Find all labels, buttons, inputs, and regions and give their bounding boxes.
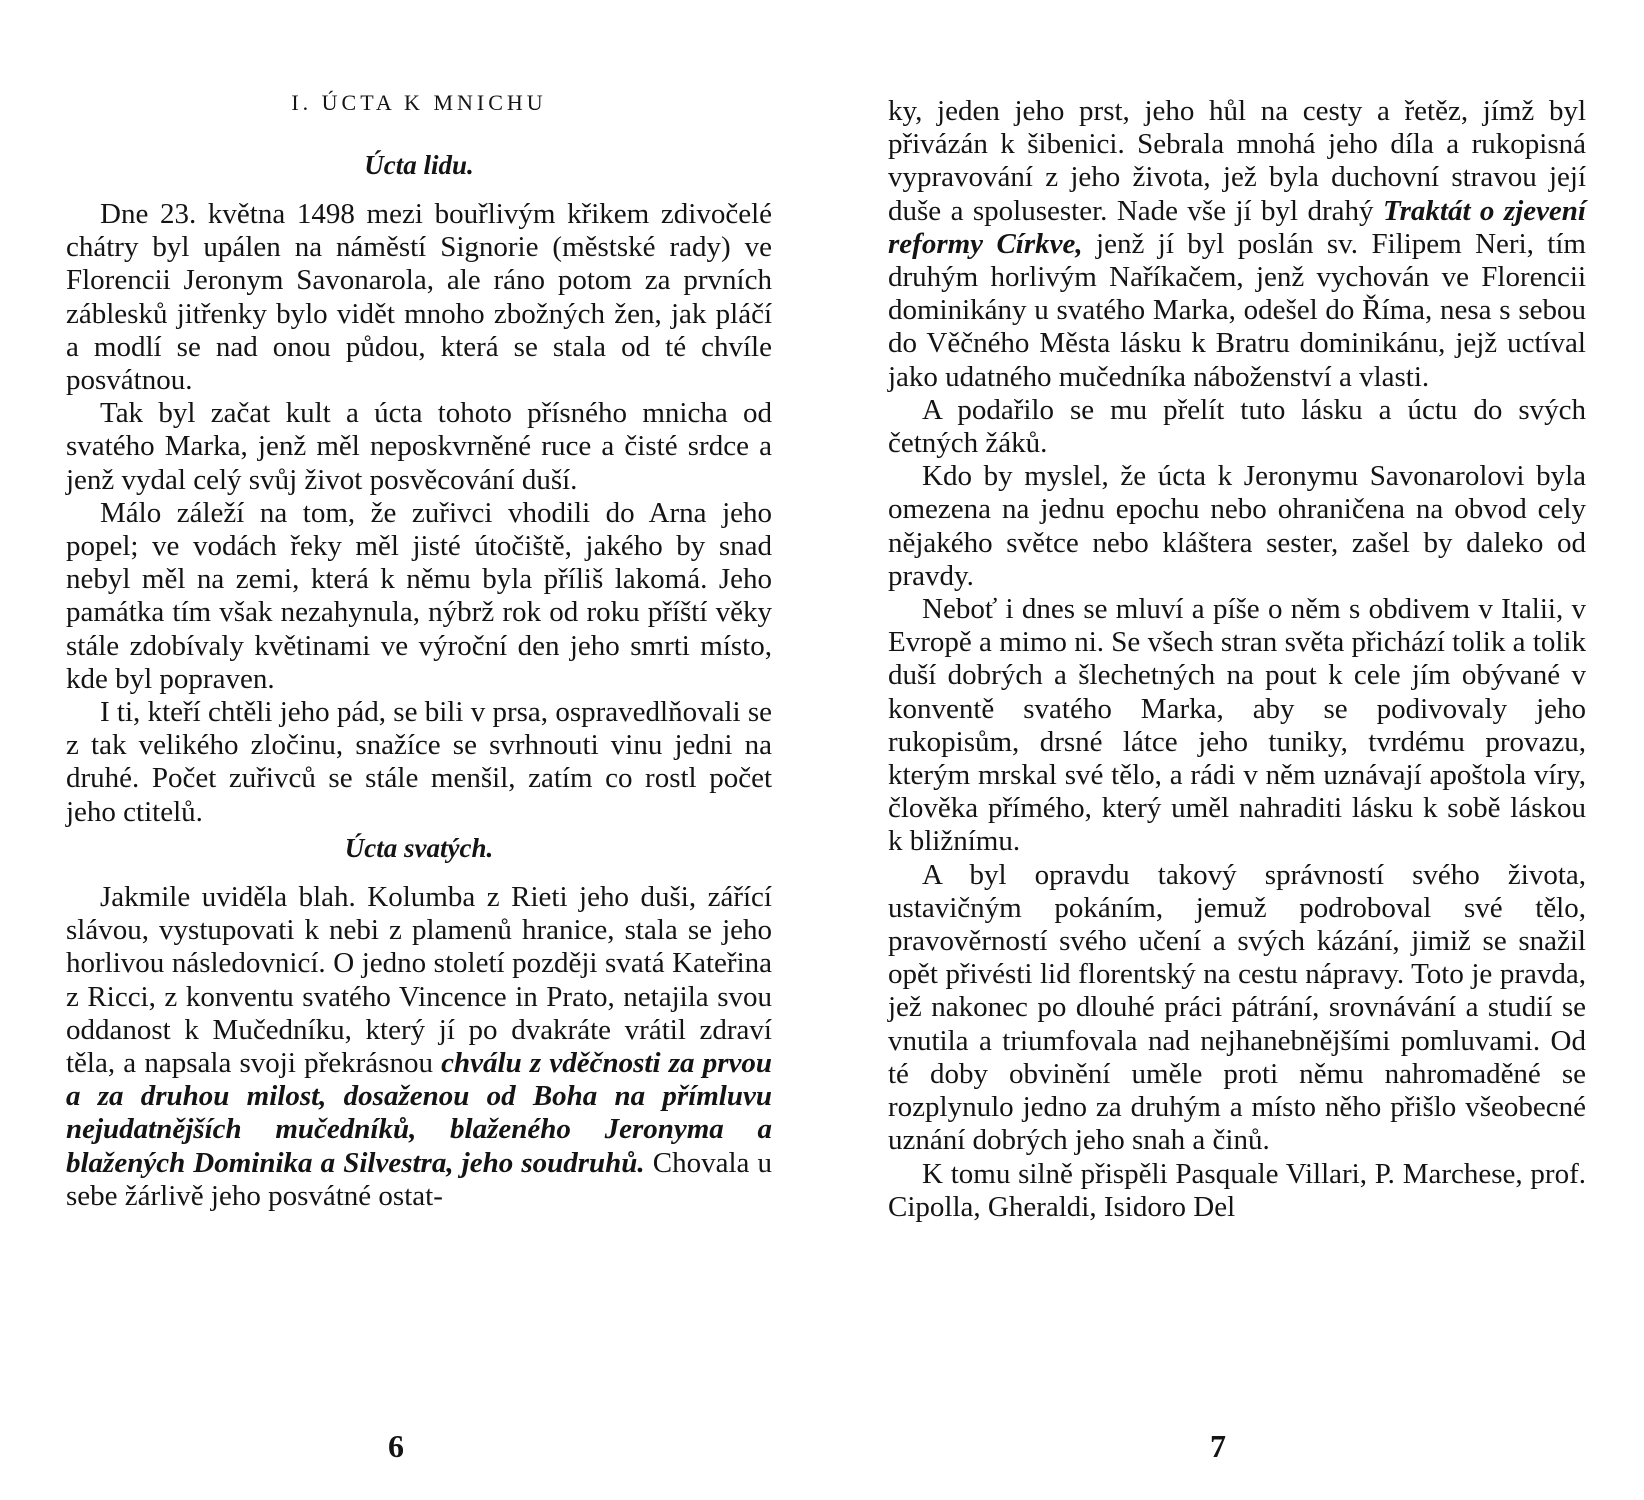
page-number: 6: [388, 1428, 404, 1464]
paragraph-text: jenž jí byl poslán sv. Filipem Neri, tím druhým horlivým Naříkačem, jenž vychován ve Florencii dominikány u svatého Marka, odešel do Říma, nesa s sebou do Věčného Města lásku k Bratru dominikánu, jejž uctíval jako udatného mučedníka náboženství a vlasti.: [888, 227, 1586, 393]
paragraph: A byl opravdu takový správností svého života, ustavičným pokáním, jemuž podroboval své tělo, pravověrností svého učení a svých kázání, jimiž se snažil opět přivésti lid florentský na cestu nápravy. Toto je pravda, jež nakonec po dlouhé práci pátrání, srovnávání a studií se vnutila a triumfovala nad nejhanebnějšími pomluvami. Od té doby obvinění uměle proti němu nahromaděné se rozplynulo jedno za druhým a místo něho přišlo všeobecné uznání dobrých jeho snah a činů.: [888, 858, 1586, 1157]
paragraph: Dne 23. května 1498 mezi bouřlivým křikem zdivočelé chátry byl upálen na náměstí Signorie (městské rady) ve Florencii Jeronym Savonarola, ale ráno potom za prvních záblesků jitřenky bylo vidět mnoho zbožných žen, jak pláčí a modlí se nad onou půdou, která se stala od té chvíle posvátnou.: [66, 198, 772, 397]
italic-title-text: chválu z vděčnosti za prvou a za druhou milost, dosaženou od Boha na přímluvu nejudatnějších mučedníků, blaženého Jeronyma a blažených Dominika a Silvestra, jeho soudruhů.: [66, 1047, 772, 1179]
paragraph: Neboť i dnes se mluví a píše o něm s obdivem v Italii, v Evropě a mimo ni. Se všech stran světa přichází tolik a tolik duší dobrých a šlechetných na pout k cele jím obývané v konventě svatého Marka, aby se podivovaly jeho rukopisům, drsné látce jeho tuniky, tvrdému provazu, kterým mrskal své tělo, a rádi v něm uznávají apoštola víry, člověka přímého, který uměl nahraditi lásku k sobě láskou k bližnímu.: [888, 593, 1586, 858]
right-page: [888, 0, 1586, 1500]
paragraph-text: Chovala u sebe žárlivě jeho posvátné ostat-: [66, 1146, 772, 1212]
right-page-text: [888, 95, 1586, 1224]
section-title-ucta-lidu: Úcta lidu.: [364, 150, 474, 180]
paragraph: [66, 881, 772, 1213]
page-number: 7: [1210, 1428, 1226, 1464]
left-page-text: [66, 198, 772, 1213]
paragraph: I ti, kteří chtěli jeho pád, se bili v prsa, ospravedlňovali se z tak velikého zločinu, snažíce se svrhnouti vinu jedni na druhé. Počet zuřivců se stále menšil, zatím co rostl počet jeho ctitelů.: [66, 696, 772, 828]
paragraph-text: Jakmile uviděla blah. Kolumba z Rieti jeho duši, zářící slávou, vystupovati k nebi z plamenů hranice, stala se jeho horlivou následovnicí. O jedno století později svatá Kateřina z Ricci, z konventu svatého Vincence in Prato, netajila svou oddanost k Mučedníku, který jí po dvakráte vrátil zdraví těla, a napsala svoji překrásnou: [66, 881, 772, 1080]
paragraph: A podařilo se mu přelít tuto lásku a úctu do svých četných žáků.: [888, 393, 1586, 460]
paragraph: Tak byl začat kult a úcta tohoto přísného mnicha od svatého Marka, jenž měl neposkvrněné ruce a čisté srdce a jenž vydal celý svůj život posvěcování duší.: [66, 397, 772, 496]
chapter-title: I. ÚCTA K MNICHU: [291, 90, 547, 115]
italic-title-text: Traktát o zjevení reformy Církve,: [888, 194, 1586, 260]
paragraph-text: ky, jeden jeho prst, jeho hůl na cesty a řetěz, jímž byl přivázán k šibenici. Sebrala mnohá jeho díla a rukopisná vypravování z jeho života, jež byla duchovní stravou její duše a spolusester. Nade vše jí byl drahý: [888, 95, 1586, 227]
left-page: [66, 0, 772, 1500]
paragraph: K tomu silně přispěli Pasquale Villari, P. Marchese, prof. Cipolla, Gheraldi, Isidoro Del: [888, 1157, 1586, 1223]
paragraph: [888, 95, 1586, 394]
section-title-ucta-svatych: Úcta svatých.: [344, 832, 494, 863]
paragraph: Málo záleží na tom, že zuřivci vhodili do Arna jeho popel; ve vodách řeky měl jisté útočiště, jakého by snad nebyl měl na zemi, která k němu byla příliš lakomá. Jeho památka tím však nezahynula, nýbrž rok od roku příští věky stále zdobívaly květinami ve výroční den jeho smrti místo, kde byl popraven.: [66, 496, 772, 695]
paragraph: Kdo by myslel, že úcta k Jeronymu Savonarolovi byla omezena na jednu epochu nebo ohraničena na obvod cely nějakého světce nebo kláštera sester, zašel by daleko od pravdy.: [888, 460, 1586, 592]
